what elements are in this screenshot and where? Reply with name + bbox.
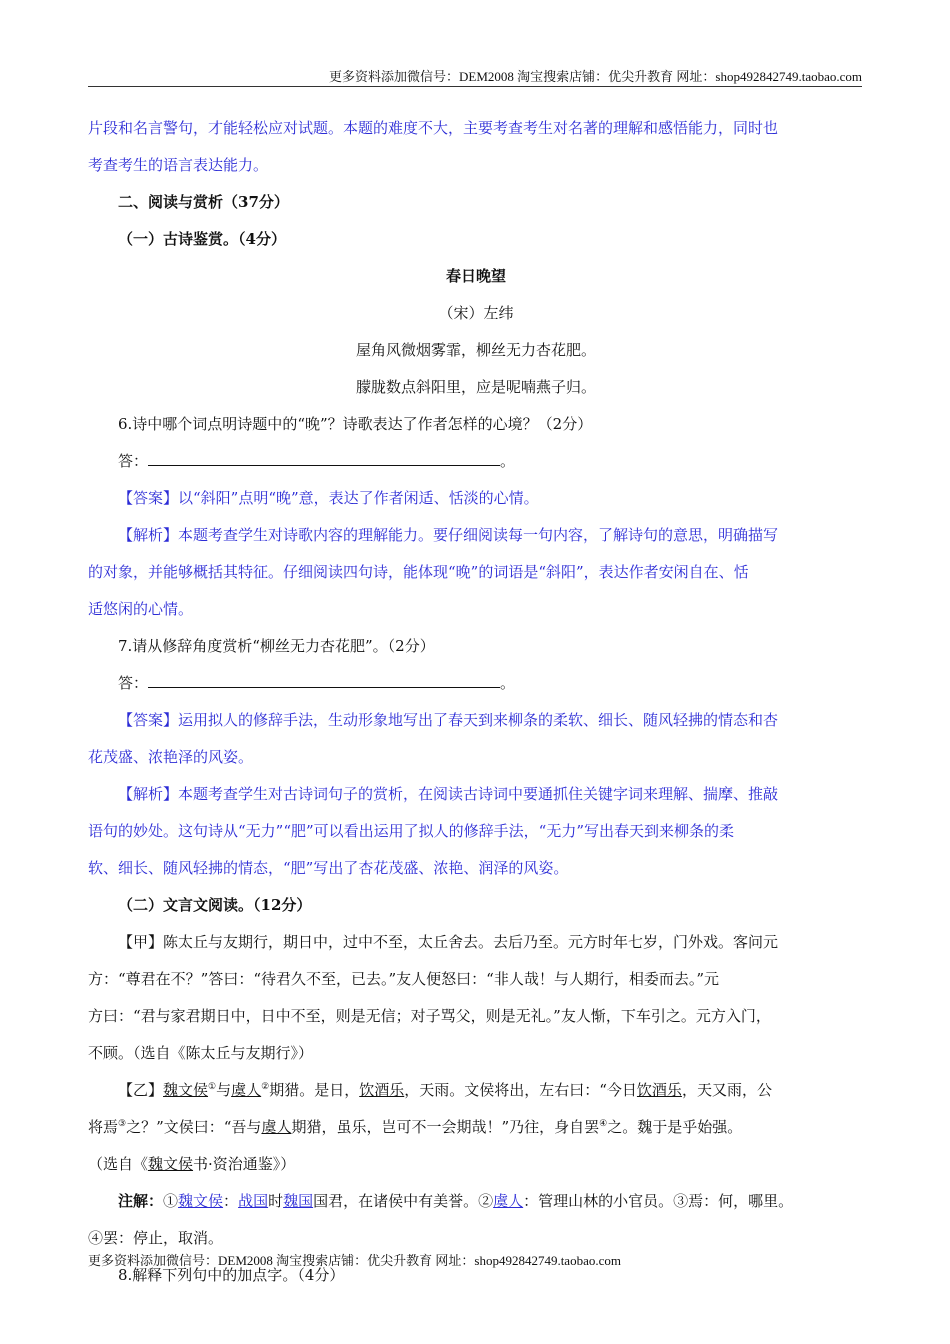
part2-title: （二）文言文阅读。（12分） xyxy=(118,896,312,914)
yi-line-3: （选自《魏文侯书·资治通鉴》） xyxy=(88,1155,296,1173)
q6-analysis-1: 【解析】本题考查学生对诗歌内容的理解能力。要仔细阅读每一句内容，了解诗句的意思，明确描写 xyxy=(118,526,779,544)
link-yuren[interactable]: 虞人 xyxy=(231,1081,262,1099)
link-wei-wenhou-2[interactable]: 魏文侯 xyxy=(148,1155,194,1173)
poem-line-2: 朦胧数点斜阳里，应是呢喃燕子归。 xyxy=(355,378,596,396)
link-yinjiule-2[interactable]: 饮酒乐 xyxy=(636,1081,682,1099)
q7-answer-1: 【答案】运用拟人的修辞手法，生动形象地写出了春天到来柳条的柔软、细长、随风轻拂的情态和杏 xyxy=(118,711,779,729)
poem-author: （宋）左纬 xyxy=(438,304,514,322)
part1-title: （一）古诗鉴赏。（4分） xyxy=(118,230,286,248)
header-text: 更多资料添加微信号：DEM2008 淘宝搜索店铺：优尖升教育 网址：shop492842749.taobao.com xyxy=(329,69,862,84)
q6-answer: 【答案】以“斜阳”点明“晚”意，表达了作者闲适、恬淡的心情。 xyxy=(118,489,539,507)
section-title: 二、阅读与赏析（37分） xyxy=(118,193,289,211)
page-footer xyxy=(88,1250,621,1269)
page-header xyxy=(88,66,862,87)
q6-answer-line xyxy=(88,443,864,480)
intro-line-1: 片段和名言警句，才能轻松应对试题。本题的难度不大，主要考查考生对名著的理解和感悟能力，同时也 xyxy=(88,119,779,137)
answer-label: 答： xyxy=(118,674,149,692)
answer-blank[interactable] xyxy=(148,673,500,688)
notes-line-2: ④罢：停止，取消。 xyxy=(88,1229,224,1247)
jia-line-2: 方：“尊君在不？”答曰：“待君久不至，已去。”友人便怒曰：“非人哉！与人期行，相委而去。”元 xyxy=(88,970,720,988)
link-note-wei-wenhou[interactable]: 魏文侯 xyxy=(178,1192,224,1210)
link-wei-wenhou[interactable]: 魏文侯 xyxy=(163,1081,209,1099)
q6-analysis-3: 适悠闲的心情。 xyxy=(88,600,194,618)
jia-line-4: 不顾。（选自《陈太丘与友期行》） xyxy=(88,1044,314,1062)
link-yuren-2[interactable]: 虞人 xyxy=(261,1118,292,1136)
yi-line-1: 【乙】魏文侯①与虞人②期猎。是日，饮酒乐，天雨。文侯将出，左右曰：“今日饮酒乐，天又雨，公 xyxy=(118,1081,772,1099)
notes-line-1: 注解：①魏文侯：战国时魏国国君，在诸侯中有美誉。②虞人：管理山林的小官员。③焉：何，哪里。 xyxy=(118,1192,794,1210)
answer-blank[interactable] xyxy=(148,451,500,466)
intro-line-2: 考查考生的语言表达能力。 xyxy=(88,156,269,174)
answer-end: 。 xyxy=(500,674,516,692)
answer-end: 。 xyxy=(500,452,516,470)
q7-analysis-1: 【解析】本题考查学生对古诗词句子的赏析，在阅读古诗词中要通抓住关键字词来理解、揣摩、推敲 xyxy=(118,785,779,803)
poem-line-1: 屋角风微烟雾霏，柳丝无力杏花肥。 xyxy=(355,341,596,359)
poem-title: 春日晚望 xyxy=(445,267,506,285)
link-yinjiule[interactable]: 饮酒乐 xyxy=(359,1081,405,1099)
q7-analysis-3: 软、细长、随风轻拂的情态，“肥”写出了杏花茂盛、浓艳、润泽的风姿。 xyxy=(88,859,569,877)
link-note-weiguo[interactable]: 魏国 xyxy=(283,1192,314,1210)
q6-analysis-2: 的对象，并能够概括其特征。仔细阅读四句诗，能体现“晚”的词语是“斜阳”，表达作者安闲自在、恬 xyxy=(88,563,749,581)
q7-answer-2: 花茂盛、浓艳泽的风姿。 xyxy=(88,748,254,766)
yi-line-2: 将焉③之？”文侯曰：“吾与虞人期猎，虽乐，岂可不一会期哉！”乃往，身自罢④之。魏于是乎始强。 xyxy=(88,1118,743,1136)
q7-question: 7.请从修辞角度赏析“柳丝无力杏花肥”。（2分） xyxy=(118,637,435,655)
q7-answer-line xyxy=(88,665,864,702)
footer-text: 更多资料添加微信号：DEM2008 淘宝搜索店铺：优尖升教育 网址：shop492842749.taobao.com xyxy=(88,1253,621,1268)
jia-line-1: 【甲】陈太丘与友期行，期日中，过中不至，太丘舍去。去后乃至。元方时年七岁，门外戏。客问元 xyxy=(118,933,779,951)
link-note-zhanguo[interactable]: 战国 xyxy=(238,1192,269,1210)
answer-label: 答： xyxy=(118,452,149,470)
jia-line-3: 方曰：“君与家君期日中，日中不至，则是无信；对子骂父，则是无礼。”友人惭，下车引之。元方入门， xyxy=(88,1007,771,1025)
q6-question: 6.诗中哪个词点明诗题中的“晚”？诗歌表达了作者怎样的心境？（2分） xyxy=(118,415,593,433)
q8-question: 8.解释下列句中的加点字。（4分） xyxy=(118,1266,345,1284)
q7-analysis-2: 语句的妙处。这句诗从“无力”“肥”可以看出运用了拟人的修辞手法，“无力”写出春天到来柳条的柔 xyxy=(88,822,735,840)
document-body xyxy=(88,110,864,1294)
link-note-yuren[interactable]: 虞人 xyxy=(493,1192,524,1210)
